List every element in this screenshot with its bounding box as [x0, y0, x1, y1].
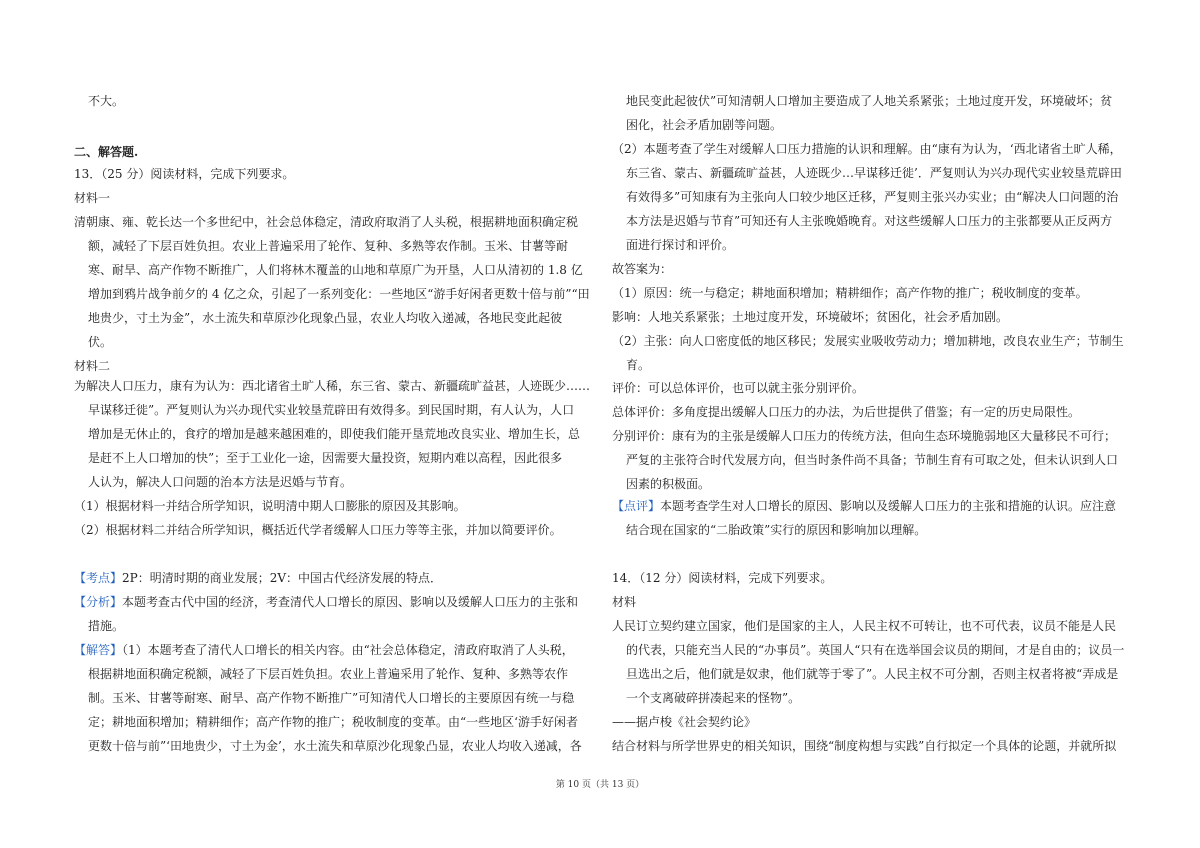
- text-line: 伏。: [88, 335, 113, 349]
- question-13-title: 13．（25 分）阅读材料，完成下列要求。: [74, 167, 295, 181]
- text-line: 地民变此起彼伏”可知清朝人口增加主要造成了人地关系紧张；土地过度开发，环境破坏；贫: [626, 94, 1113, 108]
- fenxi-text: 本题考查古代中国的经济，考查清代人口增长的原因、影响以及缓解人口压力的主张和: [122, 595, 579, 609]
- text-line: 结合现在国家的“二胎政策”实行的原因和影响加以理解。: [626, 523, 927, 537]
- text-line: 困化，社会矛盾加剧等问题。: [626, 118, 783, 132]
- text-line: 不大。: [88, 94, 125, 108]
- text-line: 育。: [626, 358, 651, 372]
- sub-question-1: （1）根据材料一并结合所学知识，说明清中期人口膨胀的原因及其影响。: [74, 499, 466, 513]
- text-line: 总体评价：多角度提出缓解人口压力的办法，为后世提供了借鉴；有一定的历史局限性。: [612, 405, 1081, 419]
- text-line: 清朝康、雍、乾长达一个多世纪中，社会总体稳定，清政府取消了人头税，根据耕地面积确定税: [74, 215, 579, 229]
- dianping-tag: 【点评】: [612, 499, 661, 513]
- kaodian-line: [74, 566, 442, 590]
- text-line: 一个支离破碎拼凑起来的怪物”。: [626, 691, 801, 705]
- text-line: 人民订立契约建立国家，他们是国家的主人，人民主权不可转让，也不可代表，议员不能是人民: [612, 619, 1117, 633]
- question-14-title: 14．（12 分）阅读材料，完成下列要求。: [612, 571, 833, 585]
- text-line: 寒、耐旱、高产作物不断推广，人们将林木覆盖的山地和草原广为开垦，人口从清初的 1.8 亿: [88, 263, 583, 277]
- text-line: 分别评价：康有为的主张是缓解人口压力的传统方法，但向生态环境脆弱地区大量移民不可行；: [612, 429, 1117, 443]
- text-line: 严复的主张符合时代发展方向，但当时条件尚不具备；节制生育有可取之处，但未认识到人口: [626, 453, 1119, 467]
- text-line: 地贵少，寸土为金”，水土流失和草原沙化现象凸显，农业人均收入递减，各地民变此起彼: [88, 311, 563, 325]
- text-line: 旦选出之后，他们就是奴隶，他们就等于零了”。人民主权不可分割，否则主权者将被“弄成是: [626, 667, 1119, 681]
- jieda-tag: 【解答】: [74, 643, 123, 657]
- text-line: 本方法是迟婚与节育”可知还有人主张晚婚晚育。对这些缓解人口压力的主张都要从正反两方: [626, 214, 1113, 228]
- text-line: 制。玉米、甘薯等耐寒、耐旱、高产作物不断推广”可知清代人口增长的主要原因有统一与稳: [88, 691, 575, 705]
- material-label: 材料二: [74, 359, 111, 373]
- text-line: 额，减轻了下层百姓负担。农业上普遍采用了轮作、复种、多熟等农作制。玉米、甘薯等耐: [88, 239, 569, 253]
- text-line: 增加是无休止的，食疗的增加是越来越困难的，即使我们能开垦荒地改良实业、增加生长，总: [88, 427, 581, 441]
- text-line: 定；耕地面积增加；精耕细作；高产作物的推广；税收制度的变革。由“一些地区‘游手好闲者: [88, 715, 578, 729]
- answer-label: 故答案为：: [612, 262, 673, 276]
- text-line: 更数十倍与前”‘田地贵少，寸土为金’，水土流失和草原沙化现象凸显，农业人均收入递减，各: [88, 739, 582, 753]
- text-line: 评价：可以总体评价，也可以就主张分别评价。: [612, 381, 865, 395]
- text-line: 措施。: [88, 619, 125, 633]
- fenxi-line: [74, 590, 578, 614]
- kaodian-tag: 【考点】: [74, 571, 123, 585]
- text-line: 根据耕地面积确定税额，减轻了下层百姓负担。农业上普遍采用了轮作、复种、多熟等农作: [88, 667, 569, 681]
- text-line: 人认为，解决人口问题的治本方法是迟婚与节育。: [88, 475, 353, 489]
- sub-question-2: （2）根据材料二并结合所学知识，概括近代学者缓解人口压力等等主张，并加以简要评价。: [74, 523, 562, 537]
- dianping-line: [612, 494, 1116, 518]
- text-line: 是赶不上人口增加的快”；至于工业化一途，因需要大量投资，短期内难以高程，因此很多: [88, 451, 563, 465]
- text-line: （2）本题考查了学生对缓解人口压力措施的认识和理解。由“康有为认为，‘西北诸省土旷人稀，: [612, 142, 1122, 156]
- text-line: 影响：人地关系紧张；土地过度开发，环境破坏；贫困化，社会矛盾加剧。: [612, 310, 1009, 324]
- text-line: （2）主张：向人口密度低的地区移民；发展实业吸收劳动力；增加耕地，改良农业生产；节制生: [612, 334, 1124, 348]
- text-line: 的代表，只能充当人民的“办事员”。英国人“只有在选举国会议员的期间，才是自由的；议员一: [626, 643, 1125, 657]
- text-line: （1）原因：统一与稳定；耕地面积增加；精耕细作；高产作物的推广；税收制度的变革。: [612, 286, 1088, 300]
- text-line: 东三省、蒙古、新疆疏旷益甚，人迹既少…早谋移迁徙’．严复则认为兴办现代实业较垦荒辟田: [626, 166, 1122, 180]
- text-line: 有效得多”可知康有为主张向人口较少地区迁移，严复则主张兴办实业；由“解决人口问题的治: [626, 190, 1119, 204]
- kaodian-text: 2P：明清时期的商业发展；2V：中国古代经济发展的特点．: [122, 571, 443, 585]
- source-citation: ——据卢梭《社会契约论》: [612, 715, 757, 729]
- jieda-text: （1）本题考查了清代人口增长的相关内容。由“社会总体稳定，清政府取消了人头税，: [122, 643, 574, 657]
- text-line: 为解决人口压力，康有为认为：西北诸省土旷人稀，东三省、蒙古、新疆疏旷益甚，人迹既少……: [74, 379, 591, 393]
- text-line: 早谋移迁徙”。严复则认为兴办现代实业较垦荒辟田有效得多。到民国时期，有人认为，人口: [88, 403, 575, 417]
- fenxi-tag: 【分析】: [74, 595, 123, 609]
- jieda-line: [74, 638, 574, 662]
- material-label: 材料一: [74, 191, 111, 205]
- text-line: 增加到鸦片战争前夕的 4 亿之众，引起了一系列变化：一些地区“游手好闲者更数十倍与前”“田: [88, 287, 590, 301]
- text-line: 因素的积极面。: [626, 477, 711, 491]
- page-footer: 第 10 页（共 13 页）: [555, 780, 645, 790]
- text-line: 结合材料与所学世界史的相关知识，围绕“制度构想与实践”自行拟定一个具体的论题，并就所拟: [612, 739, 1117, 753]
- dianping-text: 本题考查学生对人口增长的原因、影响以及缓解人口压力的主张和措施的认识。应注意: [660, 499, 1117, 513]
- material-label: 材料: [612, 595, 637, 609]
- section-heading: 二、解答题.: [74, 145, 139, 159]
- text-line: 面进行探讨和评价。: [626, 238, 735, 252]
